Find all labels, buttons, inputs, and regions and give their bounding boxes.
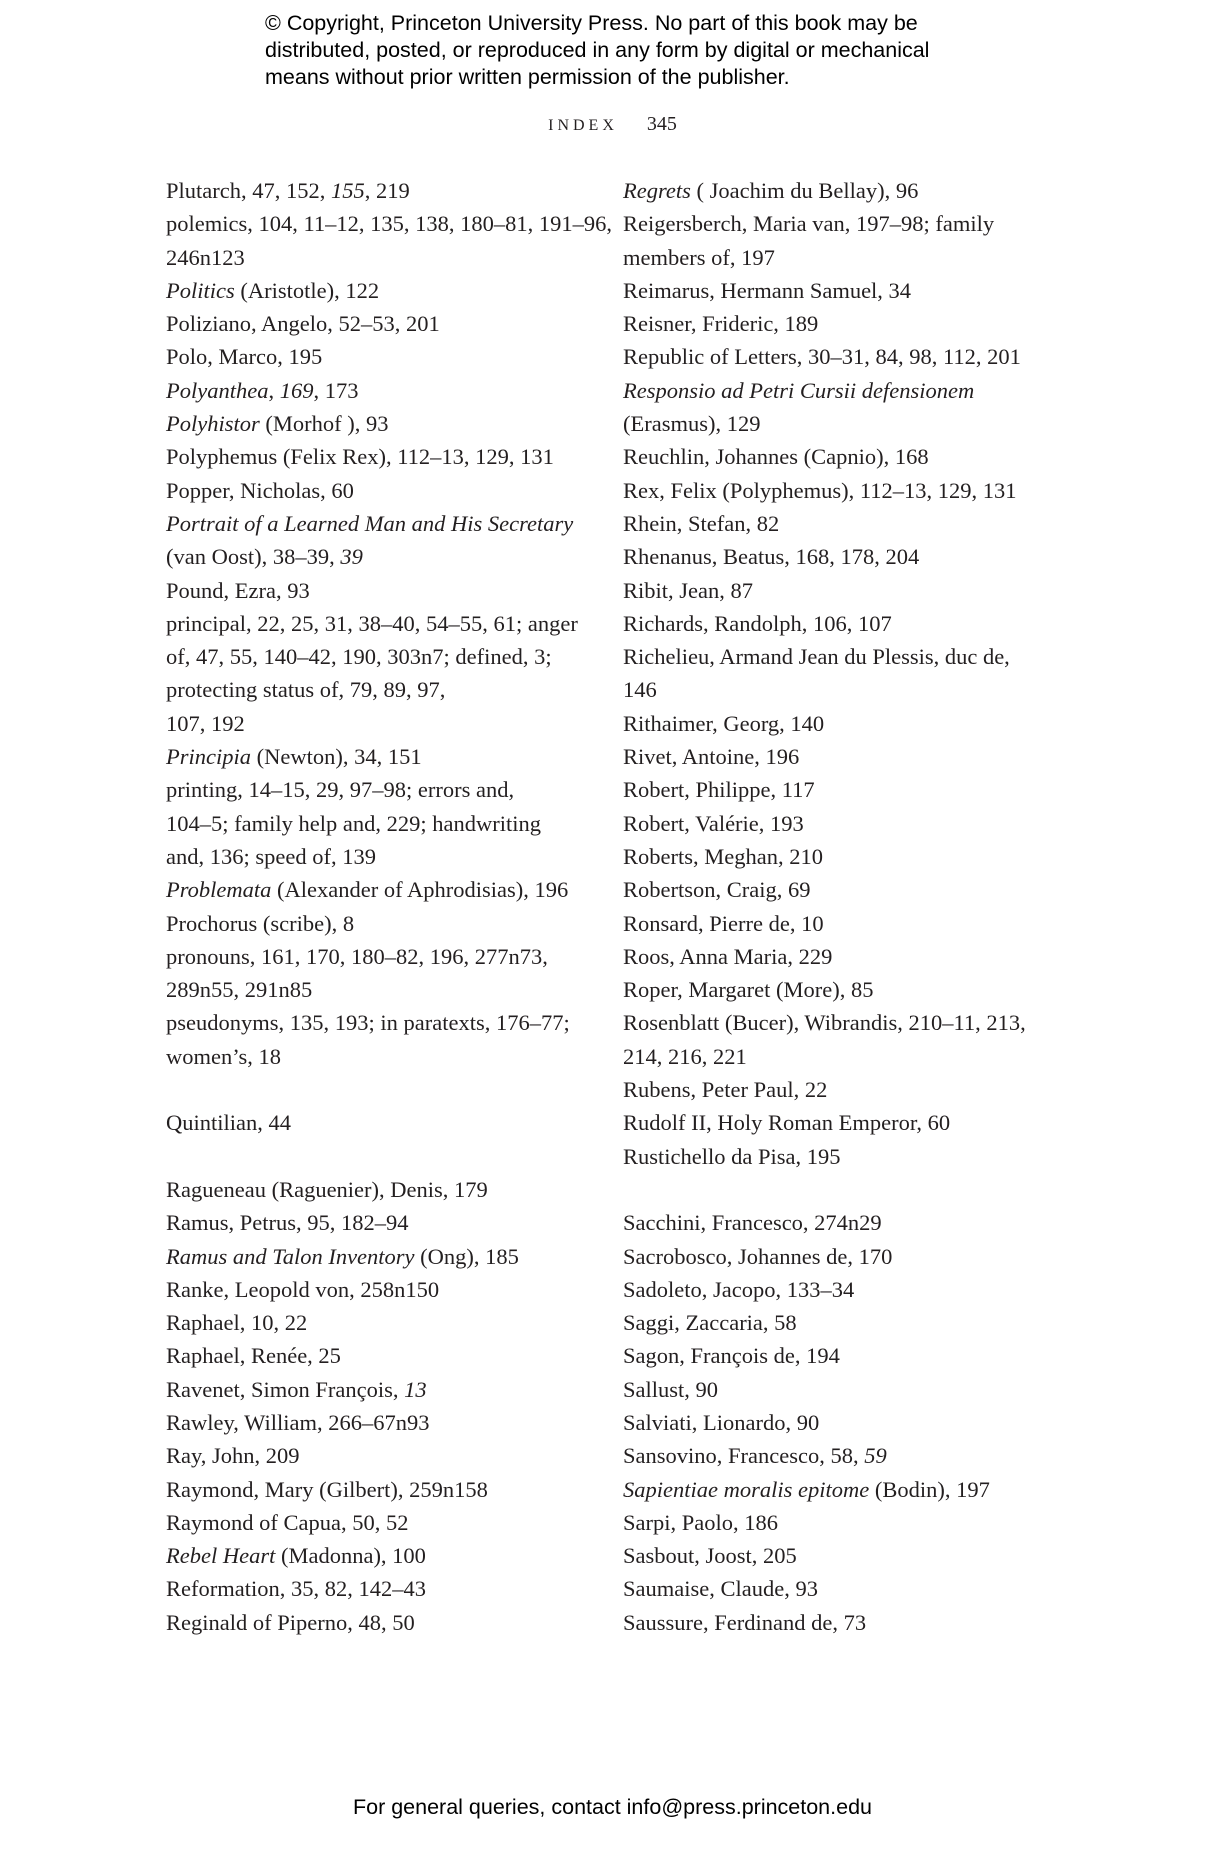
index-entry <box>623 1473 1043 1506</box>
entry-text: Rustichello da Pisa, 195 <box>623 1143 841 1169</box>
footer-contact: For general queries, contact info@press.princeton.edu <box>352 1795 872 1819</box>
index-entry <box>623 607 1043 640</box>
index-entry <box>166 940 586 1007</box>
entry-text: Popper, Nicholas, 60 <box>166 477 354 503</box>
index-entry <box>166 174 586 207</box>
index-entry-line <box>623 707 1043 740</box>
entry-text: Ray, John, 209 <box>166 1443 300 1469</box>
entry-text: Rubens, Peter Paul, 22 <box>623 1077 828 1103</box>
index-entry <box>166 340 586 373</box>
entry-text: Reigersberch, Maria van, 197–98; family <box>623 211 995 237</box>
index-entry-line <box>623 1572 1043 1605</box>
entry-text: Polyphemus (Felix Rex), 112–13, 129, 131 <box>166 444 554 470</box>
entry-text: Salviati, Lionardo, 90 <box>623 1409 820 1435</box>
entry-text: Richelieu, Armand Jean du Plessis, duc de, <box>623 644 1010 670</box>
index-entry-line <box>166 340 586 373</box>
index-entry <box>623 507 1043 540</box>
index-entry <box>623 940 1043 973</box>
entry-text: protecting status of, 79, 89, 97, <box>166 677 446 703</box>
entry-text: Ronsard, Pierre de, 10 <box>623 910 824 936</box>
index-entry-line <box>623 607 1043 640</box>
entry-text: Rivet, Antoine, 196 <box>623 744 800 770</box>
index-entry <box>623 707 1043 740</box>
entry-text: Rudolf II, Holy Roman Emperor, 60 <box>623 1110 951 1136</box>
index-entry <box>623 1306 1043 1339</box>
entry-text: (van Oost), 38–39, <box>166 544 341 570</box>
copyright-notice <box>265 10 1025 91</box>
entry-text: Reimarus, Hermann Samuel, 34 <box>623 277 912 303</box>
italic-text: Regrets <box>623 178 691 203</box>
entry-text: Plutarch, 47, 152, <box>166 178 331 203</box>
italic-text: Ramus and Talon Inventory <box>166 1243 415 1269</box>
italic-text: 39 <box>340 544 363 570</box>
entry-text: Reuchlin, Johannes (Capnio), 168 <box>623 444 929 470</box>
entry-text: Raymond of Capua, 50, 52 <box>166 1509 409 1535</box>
index-entry <box>623 807 1043 840</box>
index-entry <box>166 1006 586 1073</box>
entry-text: Ragueneau (Raguenier), Denis, 179 <box>166 1176 488 1202</box>
index-entry-line <box>623 540 1043 573</box>
entry-text: Sansovino, Francesco, 58, <box>623 1443 865 1469</box>
entry-text: women’s, 18 <box>166 1043 281 1069</box>
index-entry <box>623 1606 1043 1639</box>
index-entry <box>166 507 586 574</box>
entry-text: Saumaise, Claude, 93 <box>623 1576 818 1602</box>
index-entry-line <box>623 1373 1043 1406</box>
index-entry-line <box>166 1339 586 1372</box>
entry-text: Rex, Felix (Polyphemus), 112–13, 129, 131 <box>623 477 1017 503</box>
entry-text: , <box>268 377 280 403</box>
index-entry-line <box>623 574 1043 607</box>
index-entry-line <box>166 507 586 540</box>
copyright-line: means without prior written permission of the publisher. <box>265 65 790 89</box>
index-entry-line <box>623 174 1043 207</box>
index-entry <box>166 773 586 873</box>
index-entry-line <box>166 1539 586 1572</box>
entry-text: Sadoleto, Jacopo, 133–34 <box>623 1276 855 1302</box>
index-entry <box>623 840 1043 873</box>
entry-text: pronouns, 161, 170, 180–82, 196, 277n73, <box>166 943 548 969</box>
running-head-title: INDEX <box>548 117 618 134</box>
index-entry-continuation <box>623 1040 1043 1073</box>
entry-text: Sasbout, Joost, 205 <box>623 1543 797 1569</box>
entry-text: , 219 <box>364 178 410 203</box>
index-entry-line <box>623 873 1043 906</box>
index-entry <box>623 274 1043 307</box>
index-entry <box>623 640 1043 707</box>
entry-text: Reisner, Frideric, 189 <box>623 311 819 337</box>
italic-text: 13 <box>404 1376 427 1402</box>
index-entry-line <box>166 940 586 973</box>
index-entry <box>166 1506 586 1539</box>
index-entry-line <box>166 440 586 473</box>
index-entry-line <box>166 474 586 507</box>
index-entry-line <box>166 1306 586 1339</box>
entry-text: Ribit, Jean, 87 <box>623 577 753 603</box>
index-entry <box>623 440 1043 473</box>
entry-text: Poliziano, Angelo, 52–53, 201 <box>166 311 440 337</box>
index-entry <box>623 1140 1043 1173</box>
entry-text: and, 136; speed of, 139 <box>166 843 376 869</box>
entry-text: Saussure, Ferdinand de, 73 <box>623 1609 867 1635</box>
index-entry-line <box>166 1606 586 1639</box>
entry-text: 107, 192 <box>166 710 245 736</box>
entry-text: Sallust, 90 <box>623 1376 719 1402</box>
entry-text: Ravenet, Simon François, <box>166 1376 405 1402</box>
index-entry-line <box>623 374 1043 407</box>
index-entry <box>623 340 1043 373</box>
entry-text: (Madonna), 100 <box>275 1543 426 1569</box>
entry-text: Sagon, François de, 194 <box>623 1343 840 1369</box>
entry-text: Quintilian, 44 <box>166 1110 291 1136</box>
letter-section-gap <box>623 1173 1043 1206</box>
entry-text: (Ong), 185 <box>414 1243 519 1269</box>
index-entry-line <box>166 307 586 340</box>
index-entry-continuation <box>623 241 1043 274</box>
italic-text: 169 <box>279 377 314 403</box>
entry-text: Roberts, Meghan, 210 <box>623 843 823 869</box>
italic-text: Principia <box>166 744 251 770</box>
index-entry <box>166 1106 586 1139</box>
index-entry-line <box>623 740 1043 773</box>
index-entry-line <box>166 574 586 607</box>
index-entry <box>166 1206 586 1239</box>
index-entry <box>623 1572 1043 1605</box>
italic-text: Polyanthea <box>166 377 269 403</box>
index-entry <box>166 1339 586 1372</box>
index-entry-line <box>166 773 586 806</box>
index-entry <box>166 1606 586 1639</box>
index-entry-line <box>166 1473 586 1506</box>
italic-text: Rebel Heart <box>166 1543 276 1569</box>
copyright-line: © Copyright, Princeton University Press. No part of this book may be <box>265 11 918 35</box>
index-entry-line <box>623 1606 1043 1639</box>
index-entry <box>166 1306 586 1339</box>
entry-text: Roos, Anna Maria, 229 <box>623 943 833 969</box>
index-entry <box>623 1206 1043 1239</box>
index-entry-line <box>623 973 1043 1006</box>
index-entry-line <box>166 1106 586 1139</box>
index-entry-line <box>166 1373 586 1406</box>
entry-text: Robert, Philippe, 117 <box>623 777 815 803</box>
letter-section-gap <box>166 1140 586 1173</box>
index-entry <box>623 1506 1043 1539</box>
index-entry-line <box>623 440 1043 473</box>
entry-text: Ramus, Petrus, 95, 182–94 <box>166 1210 409 1236</box>
index-entry-line <box>166 1406 586 1439</box>
index-entry <box>166 907 586 940</box>
index-entry <box>166 407 586 440</box>
index-entry-line <box>623 1506 1043 1539</box>
index-entry <box>166 1572 586 1605</box>
entry-text: Polo, Marco, 195 <box>166 344 323 370</box>
index-entry-line <box>623 1439 1043 1472</box>
index-entry-line <box>623 340 1043 373</box>
entry-text: Raphael, 10, 22 <box>166 1310 308 1336</box>
index-entry <box>623 1273 1043 1306</box>
entry-text: Sacrobosco, Johannes de, 170 <box>623 1243 893 1269</box>
index-entry-line <box>166 1273 586 1306</box>
entry-text: members of, 197 <box>623 244 775 270</box>
index-entry-line <box>623 1206 1043 1239</box>
index-entry <box>623 307 1043 340</box>
index-entry <box>623 1406 1043 1439</box>
index-entry-line <box>623 307 1043 340</box>
index-entry <box>623 1006 1043 1073</box>
entry-text: Robert, Valérie, 193 <box>623 810 804 836</box>
entry-text: Prochorus (scribe), 8 <box>166 910 355 936</box>
index-entry-line <box>623 1539 1043 1572</box>
index-entry <box>166 207 613 274</box>
index-entry <box>166 740 586 773</box>
entry-text: Ranke, Leopold von, 258n150 <box>166 1276 440 1302</box>
entry-text: polemics, 104, 11–12, 135, 138, 180–81, 191–96, <box>166 211 613 237</box>
entry-text: Richards, Randolph, 106, 107 <box>623 610 892 636</box>
index-entry-continuation <box>166 807 586 840</box>
entry-text: Rosenblatt (Bucer), Wibrandis, 210–11, 213, <box>623 1010 1026 1036</box>
entry-text: 146 <box>623 677 657 703</box>
entry-text: , 173 <box>313 377 359 403</box>
index-entry-line <box>623 1306 1043 1339</box>
index-entry-line <box>623 1073 1043 1106</box>
index-column-left <box>166 174 613 1639</box>
entry-text: (Erasmus), 129 <box>623 411 761 437</box>
index-entry <box>166 1539 586 1572</box>
index-entry-line <box>166 1006 586 1039</box>
italic-text: 59 <box>864 1443 887 1469</box>
index-entry-line <box>166 740 586 773</box>
index-entry <box>166 607 586 740</box>
index-entry-line <box>166 607 586 640</box>
entry-text: (Morhof ), 93 <box>259 411 389 437</box>
page-number: 345 <box>646 113 677 135</box>
index-entry <box>166 1473 586 1506</box>
index-entry <box>623 207 1043 274</box>
index-entry <box>623 474 1043 507</box>
index-entry <box>623 907 1043 940</box>
index-entry-line <box>623 207 1043 240</box>
index-entry-continuation <box>166 540 586 573</box>
entry-text: (Aristotle), 122 <box>234 277 380 303</box>
index-entry-line <box>623 507 1043 540</box>
entry-text: Rhenanus, Beatus, 168, 178, 204 <box>623 544 920 570</box>
entry-text: (Bodin), 197 <box>869 1476 990 1502</box>
index-entry <box>166 1273 586 1306</box>
index-entry-line <box>623 474 1043 507</box>
index-entry-line <box>623 640 1043 673</box>
letter-section-gap <box>166 1073 586 1106</box>
index-entry <box>166 374 586 407</box>
index-entry-line <box>623 1106 1043 1139</box>
running-head <box>0 113 1225 136</box>
index-entry <box>623 873 1043 906</box>
entry-text: 104–5; family help and, 229; handwriting <box>166 810 541 836</box>
index-entry-line <box>623 1339 1043 1372</box>
index-entry-line <box>623 1006 1043 1039</box>
entry-text: Pound, Ezra, 93 <box>166 577 310 603</box>
index-entry-line <box>623 1473 1043 1506</box>
entry-text: 214, 216, 221 <box>623 1043 747 1069</box>
italic-text: Responsio ad Petri Cursii defensionem <box>623 377 975 403</box>
index-entry-line <box>623 1273 1043 1306</box>
index-entry-line <box>623 1240 1043 1273</box>
index-entry <box>623 1373 1043 1406</box>
index-entry-continuation <box>166 673 586 706</box>
index-entry-continuation <box>166 840 586 873</box>
index-entry-line <box>166 374 586 407</box>
entry-text: Robertson, Craig, 69 <box>623 877 811 903</box>
entry-text: Raymond, Mary (Gilbert), 259n158 <box>166 1476 488 1502</box>
index-entry <box>623 1539 1043 1572</box>
index-entry-line <box>166 274 586 307</box>
index-entry <box>166 1173 586 1206</box>
index-entry-line <box>166 1240 586 1273</box>
index-entry-line <box>623 907 1043 940</box>
entry-text: principal, 22, 25, 31, 38–40, 54–55, 61; anger <box>166 610 578 636</box>
entry-text: Republic of Letters, 30–31, 84, 98, 112, 201 <box>623 344 1021 370</box>
index-entry-line <box>166 1206 586 1239</box>
index-entry <box>166 873 586 906</box>
entry-text: ( Joachim du Bellay), 96 <box>690 178 919 203</box>
entry-text: Roper, Margaret (More), 85 <box>623 977 874 1003</box>
italic-text: Portrait of a Learned Man and His Secretary <box>166 510 574 536</box>
index-entry <box>166 1240 586 1273</box>
index-entry <box>166 574 586 607</box>
index-entry-line <box>166 1173 586 1206</box>
index-entry <box>166 474 586 507</box>
index-entry-line <box>166 1439 586 1472</box>
italic-text: Sapientiae moralis epitome <box>623 1476 870 1502</box>
index-column-right <box>623 174 1043 1639</box>
index-entry-line <box>166 907 586 940</box>
index-entry <box>623 574 1043 607</box>
index-entry-line <box>166 174 586 207</box>
index-entry-continuation <box>166 973 586 1006</box>
index-entry <box>623 1339 1043 1372</box>
index-entry <box>166 274 586 307</box>
index-entry-continuation <box>166 640 586 673</box>
entry-text: of, 47, 55, 140–42, 190, 303n7; defined, 3; <box>166 644 552 670</box>
italic-text: 155 <box>330 178 365 203</box>
index-entry <box>623 174 1043 207</box>
entry-text: 289n55, 291n85 <box>166 977 313 1003</box>
index-entry-line <box>166 873 586 906</box>
italic-text: Politics <box>166 277 235 303</box>
index-entry <box>623 973 1043 1006</box>
entry-text: Rithaimer, Georg, 140 <box>623 710 825 736</box>
entry-text: (Newton), 34, 151 <box>251 744 422 770</box>
index-entry <box>623 1439 1043 1472</box>
entry-text: (Alexander of Aphrodisias), 196 <box>271 877 569 903</box>
index-entry-continuation <box>166 707 586 740</box>
entry-text: Reformation, 35, 82, 142–43 <box>166 1576 426 1602</box>
entry-text: pseudonyms, 135, 193; in paratexts, 176–77; <box>166 1010 570 1036</box>
entry-text: Raphael, Renée, 25 <box>166 1343 341 1369</box>
entry-text: printing, 14–15, 29, 97–98; errors and, <box>166 777 515 803</box>
index-entry-line <box>623 1140 1043 1173</box>
index-entry <box>166 440 586 473</box>
copyright-line: distributed, posted, or reproduced in any form by digital or mechanical <box>265 38 930 62</box>
index-entry-line <box>623 274 1043 307</box>
index-entry-line <box>166 407 586 440</box>
index-entry-line <box>166 1506 586 1539</box>
index-entry <box>166 307 586 340</box>
index-entry-line <box>623 773 1043 806</box>
index-entry-line <box>623 807 1043 840</box>
entry-text: 246n123 <box>166 244 245 270</box>
index-entry <box>623 773 1043 806</box>
index-entry <box>166 1406 586 1439</box>
index-entry <box>623 374 1043 441</box>
entry-text: Sacchini, Francesco, 274n29 <box>623 1210 882 1236</box>
entry-text: Saggi, Zaccaria, 58 <box>623 1310 797 1336</box>
entry-text: Rawley, William, 266–67n93 <box>166 1409 430 1435</box>
italic-text: Problemata <box>166 877 272 903</box>
index-entry <box>623 1106 1043 1139</box>
entry-text: Sarpi, Paolo, 186 <box>623 1509 778 1535</box>
index-entry-line <box>623 940 1043 973</box>
index-entry-continuation <box>623 407 1043 440</box>
index-entry-line <box>166 1572 586 1605</box>
index-entry <box>623 740 1043 773</box>
entry-text: Reginald of Piperno, 48, 50 <box>166 1609 415 1635</box>
index-entry <box>166 1373 586 1406</box>
index-entry-line <box>166 207 613 240</box>
index-entry-continuation <box>166 241 586 274</box>
index-entry-continuation <box>166 1040 586 1073</box>
index-entry <box>623 540 1043 573</box>
entry-text: Rhein, Stefan, 82 <box>623 510 780 536</box>
italic-text: Polyhistor <box>166 411 260 437</box>
index-entry <box>166 1439 586 1472</box>
index-entry-continuation <box>623 673 1043 706</box>
index-entry-line <box>623 840 1043 873</box>
index-entry <box>623 1240 1043 1273</box>
index-entry <box>623 1073 1043 1106</box>
index-entry-line <box>623 1406 1043 1439</box>
